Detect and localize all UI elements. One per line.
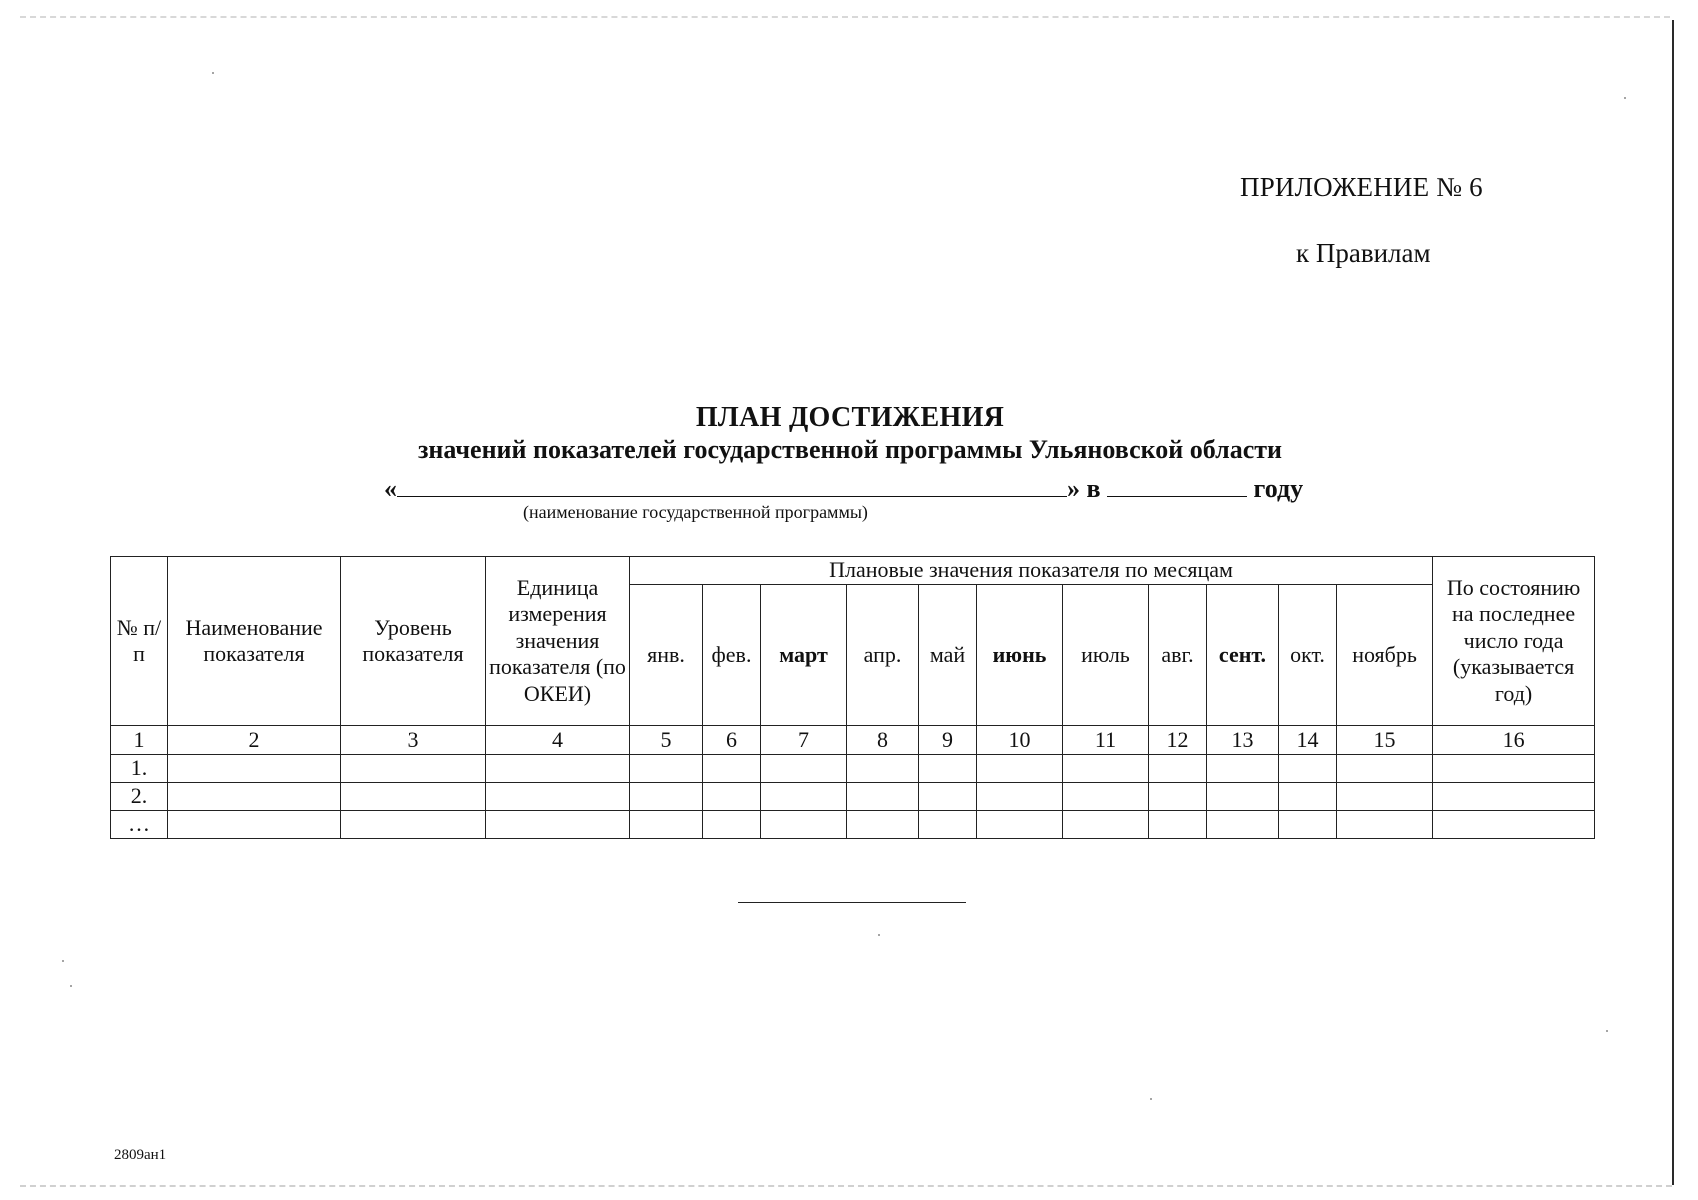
table-cell[interactable]: [977, 811, 1063, 839]
column-number: 5: [630, 726, 703, 755]
table-cell[interactable]: [919, 811, 977, 839]
table-cell[interactable]: [977, 783, 1063, 811]
table-cell[interactable]: [630, 811, 703, 839]
table-header-row: [111, 557, 1595, 585]
page-border-bottom: [20, 1185, 1672, 1187]
table-cell[interactable]: [341, 783, 486, 811]
table-cell[interactable]: [847, 783, 919, 811]
column-number: 10: [977, 726, 1063, 755]
program-name-line: [384, 472, 1303, 504]
table-cell[interactable]: [1149, 755, 1207, 783]
header-num: № п/п: [111, 557, 168, 726]
table-cell[interactable]: [1207, 811, 1279, 839]
column-number: 4: [486, 726, 630, 755]
appendix-subtitle: к Правилам: [1296, 238, 1431, 268]
footer-rule: [738, 902, 966, 903]
year-blank[interactable]: [1107, 472, 1247, 497]
header-month: май: [919, 585, 977, 726]
column-number: 1: [111, 726, 168, 755]
table-cell[interactable]: [168, 755, 341, 783]
document-code: 2809ан1: [114, 1147, 167, 1163]
header-month: фев.: [703, 585, 761, 726]
header-year-end: По состоянию на последнее число года (указывается год): [1433, 557, 1595, 726]
header-month: апр.: [847, 585, 919, 726]
column-number: 6: [703, 726, 761, 755]
appendix-label: ПРИЛОЖЕНИЕ № 6: [1240, 172, 1483, 202]
document-subtitle: значений показателей государственной программы Ульяновской области: [417, 435, 1283, 464]
table-row: [111, 811, 1595, 839]
header-month: янв.: [630, 585, 703, 726]
header-month: июль: [1063, 585, 1149, 726]
row-number: …: [111, 811, 168, 839]
table-cell[interactable]: [1063, 755, 1149, 783]
table-cell[interactable]: [1207, 755, 1279, 783]
column-number: 9: [919, 726, 977, 755]
table-cell[interactable]: [486, 783, 630, 811]
header-month: ноябрь: [1337, 585, 1433, 726]
table-cell[interactable]: [703, 755, 761, 783]
table-cell[interactable]: [486, 811, 630, 839]
row-number: 1.: [111, 755, 168, 783]
header-monthly-group: Плановые значения показателя по месяцам: [630, 557, 1433, 585]
table-cell[interactable]: [1279, 755, 1337, 783]
table-cell[interactable]: [919, 783, 977, 811]
scan-speck: [1624, 97, 1626, 99]
scan-speck: [1150, 1098, 1152, 1100]
document-title: ПЛАН ДОСТИЖЕНИЯ: [695, 402, 1005, 433]
header-month: сент.: [1207, 585, 1279, 726]
header-month: авг.: [1149, 585, 1207, 726]
table-cell[interactable]: [1207, 783, 1279, 811]
close-quote-in: » в: [1067, 474, 1101, 503]
table-cell[interactable]: [703, 811, 761, 839]
year-word: году: [1253, 474, 1304, 503]
scan-speck: [212, 72, 214, 74]
program-name-hint: (наименование государственной программы): [523, 502, 868, 522]
table-cell[interactable]: [761, 783, 847, 811]
header-month: март: [761, 585, 847, 726]
table-cell[interactable]: [630, 755, 703, 783]
row-number: 2.: [111, 783, 168, 811]
table-cell[interactable]: [486, 755, 630, 783]
open-quote: «: [384, 474, 397, 503]
table-cell[interactable]: [341, 811, 486, 839]
table-cell[interactable]: [168, 783, 341, 811]
column-number: 16: [1433, 726, 1595, 755]
plan-table: [110, 556, 1595, 839]
table-cell[interactable]: [1433, 783, 1595, 811]
column-number-row: [111, 726, 1595, 755]
table-cell[interactable]: [1433, 755, 1595, 783]
table-cell[interactable]: [761, 755, 847, 783]
header-level: Уровень показателя: [341, 557, 486, 726]
table-cell[interactable]: [1337, 811, 1433, 839]
table-cell[interactable]: [847, 811, 919, 839]
table-row: [111, 755, 1595, 783]
table-cell[interactable]: [919, 755, 977, 783]
table-cell[interactable]: [1279, 783, 1337, 811]
column-number: 13: [1207, 726, 1279, 755]
column-number: 12: [1149, 726, 1207, 755]
scan-speck: [70, 985, 72, 987]
table-cell[interactable]: [1337, 783, 1433, 811]
table-body: [111, 755, 1595, 839]
header-month: июнь: [977, 585, 1063, 726]
column-number: 3: [341, 726, 486, 755]
table-cell[interactable]: [1063, 783, 1149, 811]
column-number: 2: [168, 726, 341, 755]
table-cell[interactable]: [761, 811, 847, 839]
table-cell[interactable]: [977, 755, 1063, 783]
table-cell[interactable]: [1279, 811, 1337, 839]
scan-speck: [1606, 1030, 1608, 1032]
table-cell[interactable]: [1149, 811, 1207, 839]
header-month: окт.: [1279, 585, 1337, 726]
page-border-right: [1672, 20, 1674, 1185]
table-cell[interactable]: [847, 755, 919, 783]
table-cell[interactable]: [1337, 755, 1433, 783]
table-cell[interactable]: [1063, 811, 1149, 839]
column-number: 7: [761, 726, 847, 755]
column-number: 8: [847, 726, 919, 755]
scan-speck: [62, 960, 64, 962]
program-name-blank[interactable]: [397, 472, 1067, 497]
table-cell[interactable]: [1433, 811, 1595, 839]
column-number: 15: [1337, 726, 1433, 755]
scan-speck: [878, 934, 880, 936]
column-number: 14: [1279, 726, 1337, 755]
table-cell[interactable]: [168, 811, 341, 839]
table-cell[interactable]: [703, 783, 761, 811]
table-cell[interactable]: [630, 783, 703, 811]
column-number: 11: [1063, 726, 1149, 755]
header-name: Наименование показателя: [168, 557, 341, 726]
table-row: [111, 783, 1595, 811]
header-unit: Единица измерения значения показателя (по ОКЕИ): [486, 557, 630, 726]
table-cell[interactable]: [1149, 783, 1207, 811]
page-border-top: [20, 16, 1670, 18]
table-cell[interactable]: [341, 755, 486, 783]
